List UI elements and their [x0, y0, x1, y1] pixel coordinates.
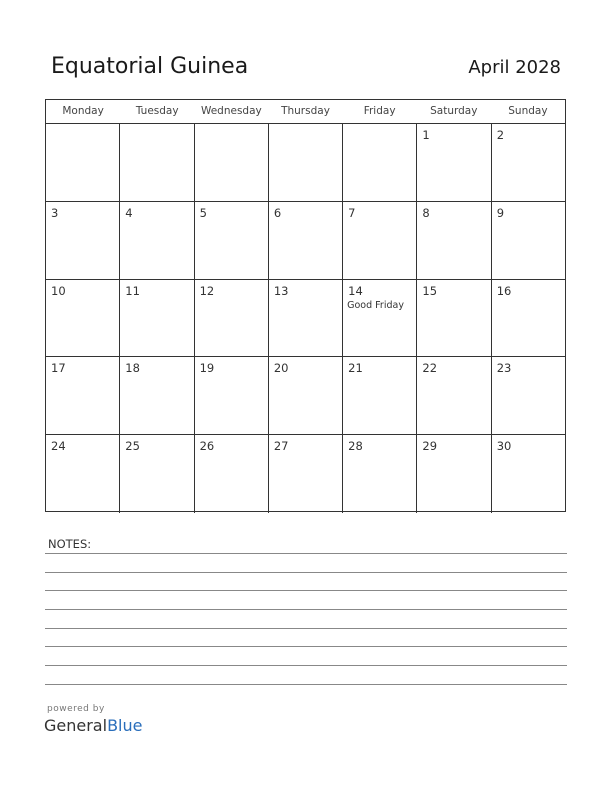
day-cell	[492, 435, 565, 513]
day-cell	[120, 124, 194, 201]
day-number: 28	[348, 439, 363, 454]
day-cell	[269, 124, 343, 201]
day-number: 12	[199, 283, 215, 298]
day-cell-holiday	[343, 280, 417, 357]
day-number: 20	[273, 361, 289, 376]
day-cell	[417, 435, 491, 513]
day-number: 29	[422, 439, 438, 454]
day-number: 18	[125, 361, 140, 376]
week-row-1	[46, 124, 565, 202]
month-title: April 2028	[468, 57, 561, 78]
day-cell	[417, 124, 491, 201]
day-cell	[343, 202, 417, 279]
day-number: 10	[51, 283, 66, 298]
day-number: 2	[496, 128, 505, 142]
day-cell	[269, 435, 343, 513]
day-cell	[195, 124, 269, 201]
day-cell	[492, 280, 565, 357]
note-line	[45, 572, 567, 573]
note-line	[45, 684, 567, 685]
powered-by-text: powered by	[47, 704, 105, 714]
day-cell	[269, 202, 343, 279]
day-cell	[195, 202, 269, 279]
day-number: 19	[199, 361, 215, 376]
day-number: 26	[199, 439, 215, 454]
day-number: 9	[496, 205, 505, 220]
generalblue-logo	[44, 716, 142, 735]
day-number: 3	[51, 205, 59, 220]
day-number: 21	[348, 361, 363, 376]
day-number: 1	[422, 128, 430, 142]
weekday-tuesday: Tuesday	[135, 105, 179, 117]
note-line	[45, 609, 567, 610]
day-number: 30	[496, 439, 512, 454]
day-number: 8	[422, 205, 430, 220]
day-cell	[417, 202, 491, 279]
week-row-2	[46, 202, 565, 280]
day-cell	[120, 435, 194, 513]
weekday-saturday: Saturday	[430, 105, 478, 117]
country-title: Equatorial Guinea	[51, 54, 249, 79]
day-cell	[46, 280, 120, 357]
weekday-friday: Friday	[363, 105, 396, 117]
day-cell	[46, 435, 120, 513]
day-cell	[492, 202, 565, 279]
day-number: 13	[273, 283, 289, 298]
day-number: 11	[125, 283, 140, 298]
day-number: 6	[273, 205, 282, 220]
week-row-5	[46, 435, 565, 513]
day-cell	[46, 124, 120, 201]
week-row-4	[46, 357, 565, 435]
note-line	[45, 553, 567, 554]
day-number: 24	[51, 439, 66, 454]
day-cell	[343, 124, 417, 201]
day-number: 27	[273, 439, 289, 454]
day-cell	[120, 280, 194, 357]
day-number: 23	[496, 361, 512, 376]
day-number: 7	[348, 205, 356, 220]
day-cell	[343, 357, 417, 434]
week-row-3	[46, 280, 565, 358]
day-number: 25	[125, 439, 140, 454]
note-line	[45, 665, 567, 666]
notes-label: NOTES:	[48, 537, 92, 551]
weekday-wednesday: Wednesday	[200, 105, 262, 117]
day-number: 5	[199, 205, 207, 220]
day-number: 17	[51, 361, 66, 376]
note-line	[45, 646, 567, 647]
note-line	[45, 628, 567, 629]
day-number: 14	[348, 283, 363, 298]
calendar-grid	[45, 99, 566, 512]
day-cell	[343, 435, 417, 513]
day-cell	[269, 280, 343, 357]
brand-blue: Blue	[107, 716, 143, 735]
day-number: 4	[125, 205, 133, 220]
day-cell	[46, 202, 120, 279]
day-number: 16	[496, 283, 512, 298]
day-cell	[417, 280, 491, 357]
weekday-sunday: Sunday	[508, 105, 548, 117]
day-cell	[195, 357, 269, 434]
holiday-label: Good Friday	[347, 299, 404, 311]
day-cell	[492, 124, 565, 201]
day-cell	[195, 280, 269, 357]
weekday-monday: Monday	[62, 105, 104, 117]
day-cell	[492, 357, 565, 434]
day-cell	[120, 357, 194, 434]
day-cell	[195, 435, 269, 513]
day-number: 15	[422, 283, 438, 298]
day-cell	[417, 357, 491, 434]
day-number: 22	[422, 361, 438, 376]
weekday-thursday: Thursday	[281, 105, 330, 117]
day-cell	[46, 357, 120, 434]
day-cell	[120, 202, 194, 279]
weekday-header-row	[46, 100, 565, 124]
brand-general: General	[44, 716, 108, 735]
day-cell	[269, 357, 343, 434]
note-line	[45, 590, 567, 591]
